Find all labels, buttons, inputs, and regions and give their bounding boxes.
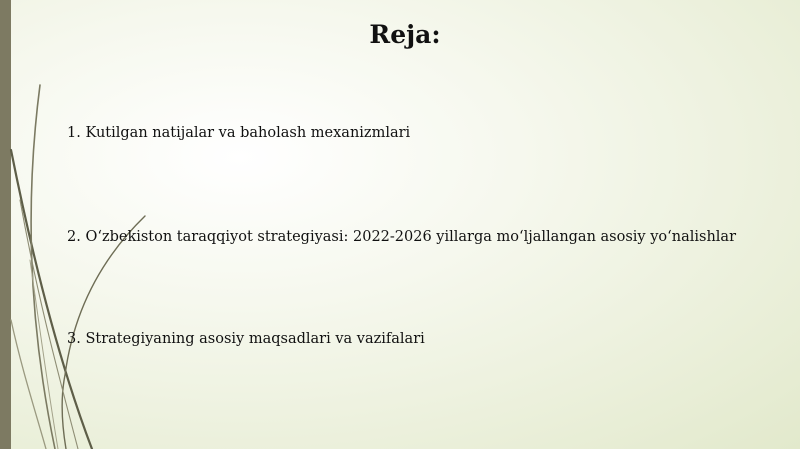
agenda-item-1: 1. Kutilgan natijalar va baholash mexanizmlari	[67, 125, 411, 141]
slide-title: Reja:	[369, 20, 441, 49]
agenda-item-2: 2. O‘zbekiston taraqqiyot strategiyasi: 2022-2026 yillarga mo‘ljallangan asosiy yo‘nalishlar	[67, 229, 737, 245]
left-accent-bar	[0, 0, 11, 449]
agenda-item-3: 3. Strategiyaning asosiy maqsadlari va vazifalari	[67, 331, 425, 347]
